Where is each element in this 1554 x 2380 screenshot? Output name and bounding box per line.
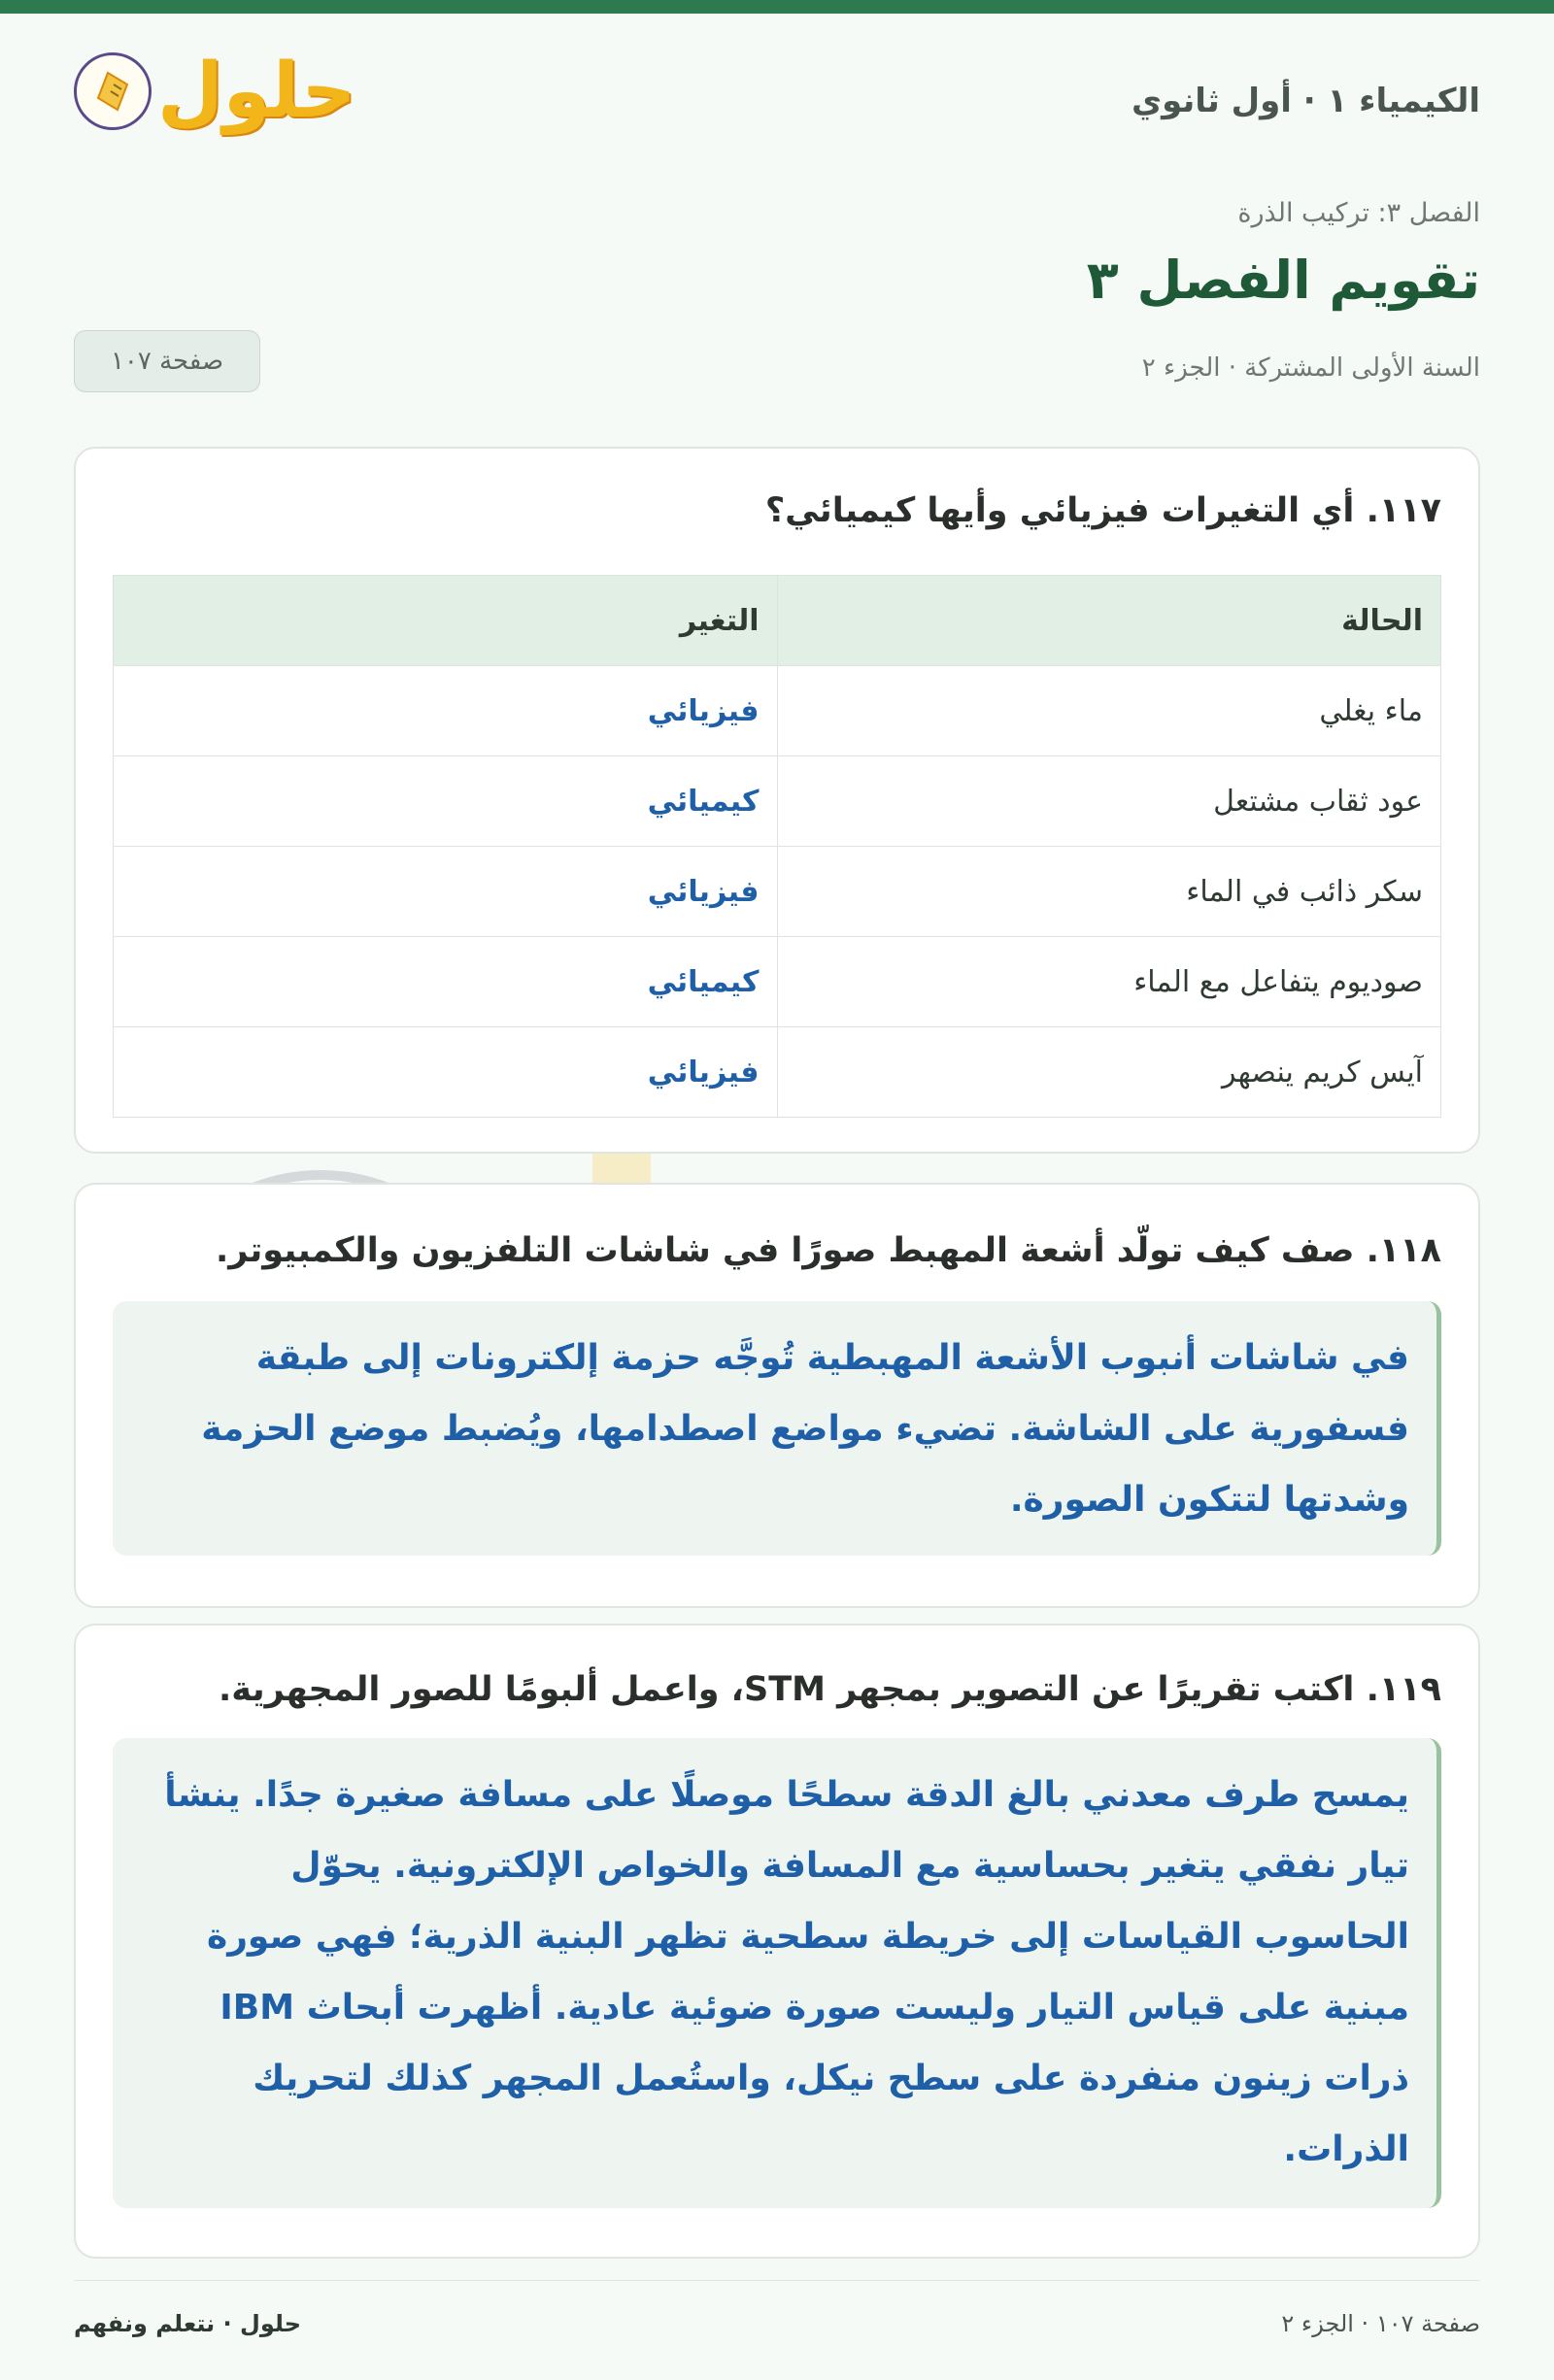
change-cell: فيزيائي: [114, 1027, 778, 1118]
logo-badge-icon: [74, 52, 152, 130]
question-119-text: ١١٩. اكتب تقريرًا عن التصوير بمجهر STM، واعمل ألبومًا للصور المجهرية.: [219, 1670, 1441, 1709]
question-card-118: [74, 1183, 1480, 1608]
change-cell: فيزيائي: [114, 847, 778, 937]
footer-page-info: صفحة ١٠٧ · الجزء ٢: [1281, 2310, 1480, 2337]
question-118-text: ١١٨. صف كيف تولّد أشعة المهبط صورًا في شاشات التلفزيون والكمبيوتر.: [216, 1231, 1441, 1270]
brand-logo[interactable]: [74, 48, 356, 135]
chapter-label: الفصل ٣: تركيب الذرة: [1237, 198, 1480, 228]
table-header-row: [114, 576, 1441, 666]
change-cell: كيميائي: [114, 756, 778, 847]
column-header-change: التغير: [114, 576, 778, 666]
grade-label: السنة الأولى المشتركة · الجزء ٢: [1141, 353, 1480, 383]
logo-wordmark: حلول: [157, 48, 356, 135]
case-cell: ماء يغلي: [777, 666, 1441, 756]
change-cell: فيزيائي: [114, 666, 778, 756]
page-number-badge: صفحة ١٠٧: [74, 330, 260, 392]
page-content: [74, 14, 1480, 2380]
changes-table: [113, 575, 1441, 1118]
table-row: [114, 937, 1441, 1027]
case-cell: آيس كريم ينصهر: [777, 1027, 1441, 1118]
answer-118: في شاشات أنبوب الأشعة المهبطية تُوجَّه حزمة إلكترونات إلى طبقة فسفورية على الشاشة. تضيء مواضع اصطدامها، ويُضبط موضع الحزمة وشدتها لتتكون الصورة.: [113, 1301, 1441, 1556]
question-card-117: [74, 447, 1480, 1154]
change-cell: كيميائي: [114, 937, 778, 1027]
table-row: [114, 756, 1441, 847]
question-117-text: ١١٧. أي التغيرات فيزيائي وأيها كيميائي؟: [764, 491, 1441, 530]
page-title: تقويم الفصل ٣: [1086, 250, 1480, 311]
table-row: [114, 847, 1441, 937]
case-cell: عود ثقاب مشتعل: [777, 756, 1441, 847]
page-header: [74, 14, 1480, 159]
answer-119: يمسح طرف معدني بالغ الدقة سطحًا موصلًا على مسافة صغيرة جدًا. ينشأ تيار نفقي يتغير بحساسية مع المسافة والخواص الإلكترونية. يحوّل الحاسوب القياسات إلى خريطة سطحية تظهر البنية الذرية؛ فهي صورة مبنية على قياس التيار وليست صورة ضوئية عادية. أظهرت أبحاث IBM ذرات زينون منفردة على سطح نيكل، واستُعمل المجهر كذلك لتحريك الذرات.: [113, 1738, 1441, 2208]
footer-brand: حلول · نتعلم ونفهم: [74, 2310, 301, 2337]
book-icon: [88, 67, 137, 116]
case-cell: سكر ذائب في الماء: [777, 847, 1441, 937]
column-header-case: الحالة: [777, 576, 1441, 666]
table-row: [114, 1027, 1441, 1118]
case-cell: صوديوم يتفاعل مع الماء: [777, 937, 1441, 1027]
meta-row: [74, 330, 1480, 408]
page-footer: [74, 2280, 1480, 2339]
table-row: [114, 666, 1441, 756]
top-accent-bar: [0, 0, 1554, 14]
subject-label: الكيمياء ١ · أول ثانوي: [1132, 82, 1480, 120]
question-card-119: [74, 1624, 1480, 2259]
